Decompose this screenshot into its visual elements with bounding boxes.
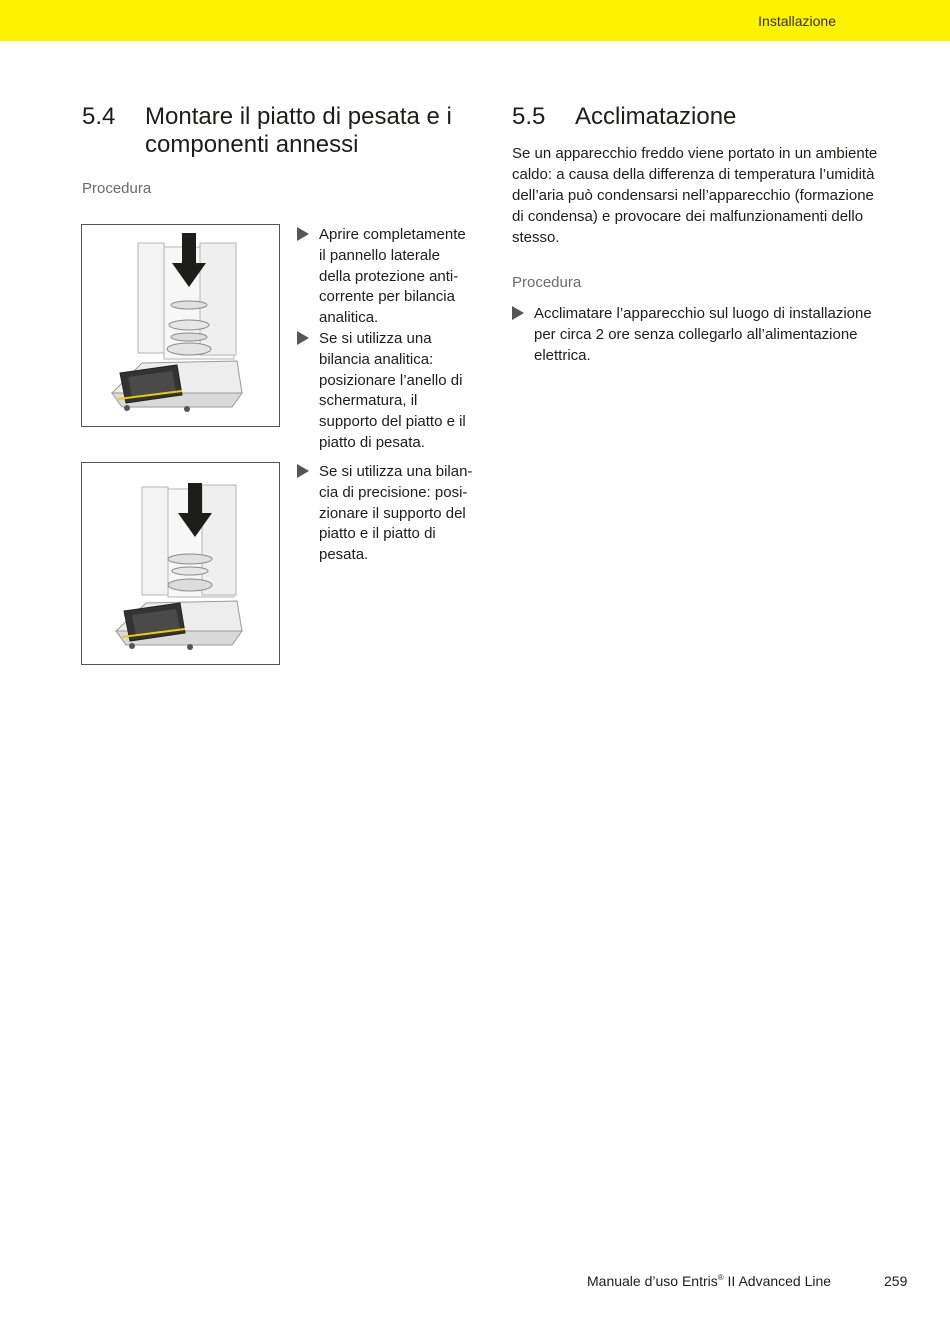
figure-precision-balance: [81, 462, 280, 665]
page-number: 259: [884, 1273, 908, 1289]
balance-illustration: [82, 225, 279, 426]
step-item: [297, 329, 487, 457]
heading-5-5: [512, 103, 912, 133]
step-text: Acclimatare l’apparecchio sul luogo di installazione per circa 2 ore senza collegarlo all’alimentazione elettrica.: [534, 305, 872, 364]
step-item: [512, 304, 912, 370]
procedure-label: Procedura: [82, 180, 152, 197]
procedure-label: Procedura: [512, 274, 582, 291]
heading-title: Acclimatazione: [575, 103, 737, 130]
triangle-right-icon: [297, 331, 309, 345]
balance-illustration: [82, 463, 279, 664]
figure-analytical-balance: [81, 224, 280, 427]
step-text: Se si utilizza una bilancia analitica: posizionare l’anello di schermatura, il supporto del piatto e il piatto di pesata.: [319, 330, 466, 451]
registered-mark: ®: [717, 1273, 724, 1282]
step-text: Aprire completamente il pannello laterale della protezione anti- corrente per bilancia analitica.: [319, 226, 466, 327]
heading-number: 5.4: [82, 103, 116, 130]
triangle-right-icon: [297, 464, 309, 478]
step-item: [297, 225, 487, 333]
heading-5-4: [82, 103, 482, 163]
manual-title: Manuale d’uso Entris® II Advanced Line: [587, 1273, 832, 1289]
step-item: [297, 462, 487, 570]
heading-title: Montare il piatto di pesata e i componenti annessi: [145, 103, 452, 158]
intro-paragraph: Se un apparecchio freddo viene portato in un ambiente caldo: a causa della differenza di temperatura l’umidità dell’aria può condensarsi nell’apparecchio (formazione di condensa) e provocare dei malfunzionamenti dello stesso.: [512, 145, 878, 246]
triangle-right-icon: [297, 227, 309, 241]
heading-number: 5.5: [512, 103, 546, 130]
section-title: Installazione: [758, 13, 836, 29]
step-text: Se si utilizza una bilan- cia di precisione: posi- zionare il supporto del piatto e il piatto di pesata.: [319, 463, 473, 564]
header-band: [0, 0, 950, 41]
triangle-right-icon: [512, 306, 524, 320]
